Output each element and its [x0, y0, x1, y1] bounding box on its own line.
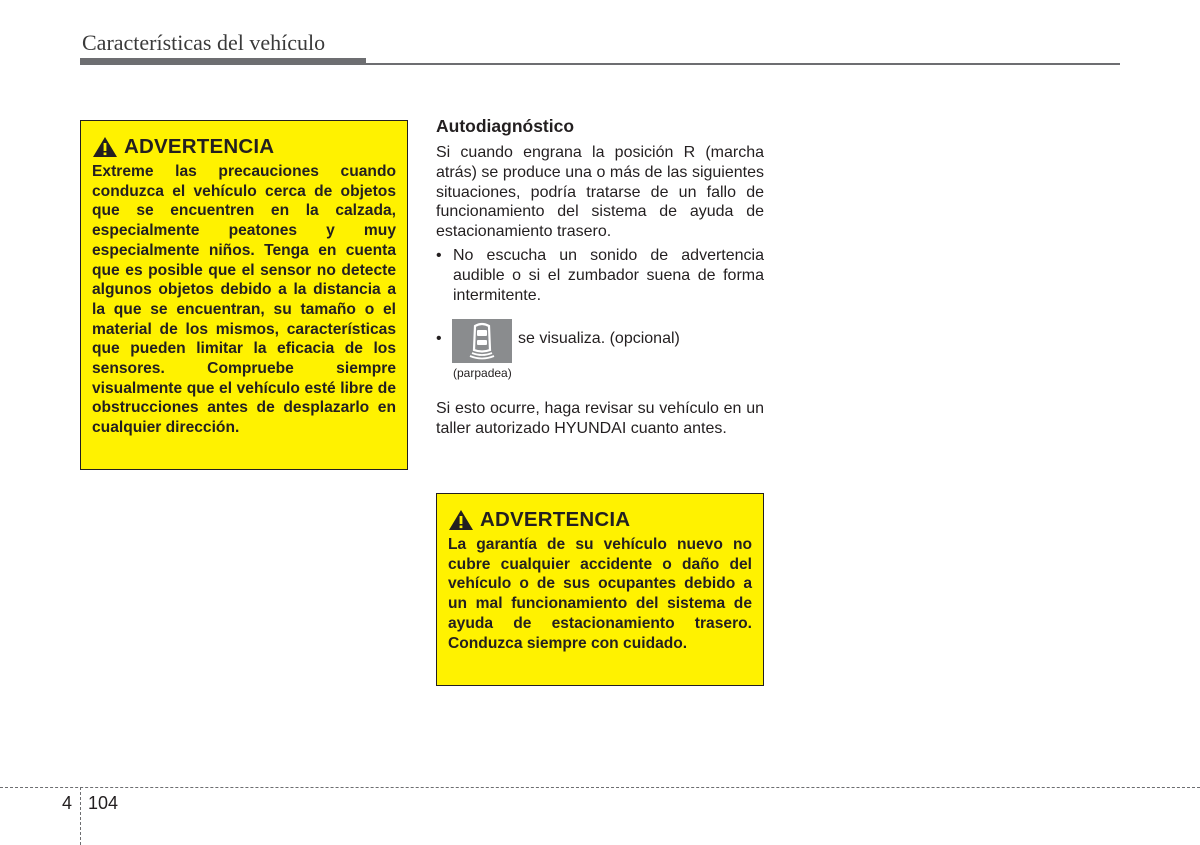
list-item-icon — [436, 319, 764, 387]
warning-header — [92, 135, 396, 159]
warning-body: Extreme las precauciones cuando conduzca el vehículo cerca de objetos que se encuentren en la calzada, especialmente peatones y muy especialmente niños. Tenga en cuenta que es posible que el sensor no detecte algunos objetos debido a la distancia a la que se encuentran, su tamaño o el material de los mismos, características que pueden limitar la eficacia de los sensores. Compruebe siempre visualmente que el vehículo esté libre de obstrucciones antes de desplazarlo en cualquier dirección. — [92, 163, 396, 437]
warning-triangle-icon — [92, 136, 118, 158]
icon-caption: (parpadea) — [453, 366, 512, 381]
footer-rule — [0, 787, 1200, 788]
list-item-text: No escucha un sonido de advertencia audible o si el zumbador suena de forma intermitente. — [453, 246, 764, 304]
car-top-view-icon — [467, 322, 497, 360]
bullet-dot: • — [436, 330, 442, 348]
section-title: Autodiagnóstico — [436, 116, 575, 136]
warning-header — [448, 508, 752, 532]
intro-paragraph: Si cuando engrana la posición R (marcha atrás) se produce una o más de las siguientes situaciones, podría tratarse de un fallo de funcionamiento del sistema de ayuda de estacionamiento trasero. — [436, 144, 764, 241]
warning-title: ADVERTENCIA — [124, 135, 275, 158]
warning-body: La garantía de su vehículo nuevo no cubre cualquier accidente o daño del vehículo o de sus ocupantes debido a un mal funcionamiento del sistema de ayuda de estacionamiento trasero. Conduzca siempre con cuidado. — [448, 536, 752, 652]
page-header-title: Características del vehículo — [82, 30, 326, 55]
warning-title: ADVERTENCIA — [480, 508, 631, 531]
icon-description: se visualiza. (opcional) — [518, 330, 680, 348]
chapter-number: 4 — [62, 793, 73, 813]
page-number: 104 — [88, 793, 119, 813]
warning-triangle-icon — [448, 509, 474, 531]
self-diagnosis-section — [436, 116, 764, 439]
header-rule-thin — [366, 63, 1120, 65]
closing-paragraph: Si esto ocurre, haga revisar su vehículo en un taller autorizado HYUNDAI cuanto antes. — [436, 400, 764, 438]
bullet-dot: • — [436, 246, 442, 264]
list-item — [436, 246, 764, 305]
warning-box-left — [80, 120, 408, 470]
warning-box-right — [436, 493, 764, 686]
header-rule-thick — [80, 58, 366, 65]
footer-divider — [80, 787, 81, 845]
parking-sensor-icon — [452, 319, 512, 363]
